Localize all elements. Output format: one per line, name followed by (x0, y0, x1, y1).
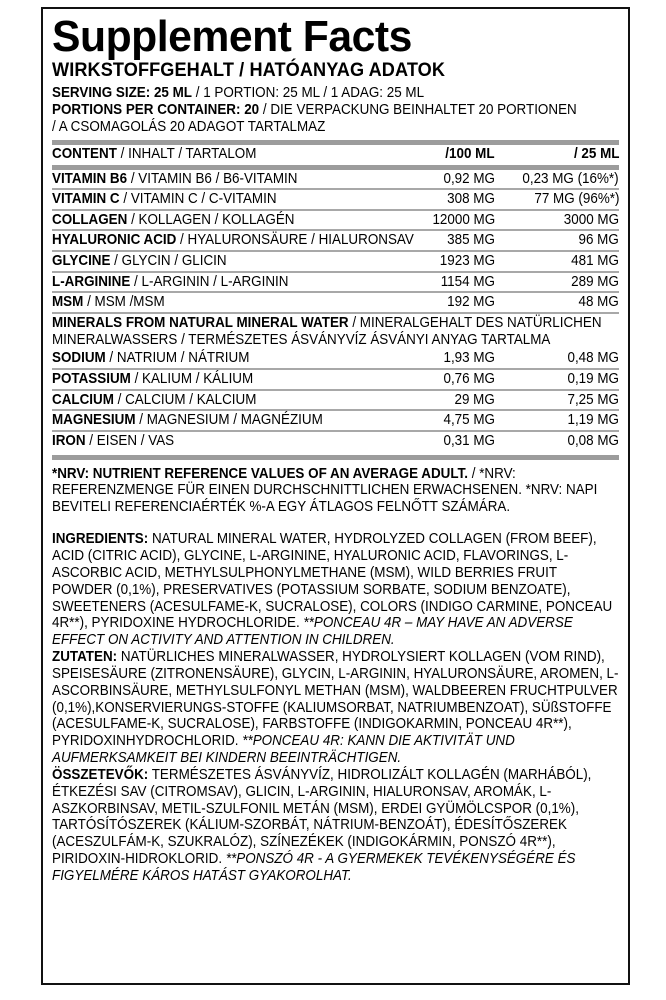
ingredients-de (52, 649, 619, 767)
table-row (52, 349, 619, 368)
row-name-rest: / MAGNESIUM / MAGNÉZIUM (135, 412, 323, 429)
row-name-rest: / VITAMIN C / C-VITAMIN (119, 191, 277, 208)
row-value-per25: 481 MG (571, 253, 619, 270)
panel-inner (43, 9, 628, 885)
row-name-l-arginine (52, 273, 377, 292)
nrv-note (52, 466, 619, 517)
portions-rest: / DIE VERPACKUNG BEINHALTET 20 PORTIONEN (259, 102, 577, 119)
row-value-per100: 4,75 MG (443, 412, 495, 429)
ingredients-en-label: INGREDIENTS: (52, 531, 149, 548)
ingredients-hu-block (52, 767, 619, 885)
row-name-rest: / MSM /MSM (83, 294, 165, 311)
ingredients-en-block (52, 531, 619, 649)
supplement-facts-panel (41, 7, 630, 985)
row-value-per25: 77 MG (96%*) (533, 191, 619, 208)
row-value-per100: 29 MG (454, 391, 495, 408)
nrv-note-block (52, 466, 619, 517)
table-row (52, 432, 619, 451)
row-name-potassium (52, 370, 377, 389)
row-name-bold: COLLAGEN (52, 211, 128, 228)
row-name-msm (52, 293, 377, 312)
row-name-bold: HYALURONIC ACID (52, 232, 177, 249)
row-name-rest: / L-ARGININ / L-ARGININ (130, 273, 289, 290)
row-value-per25: 289 MG (571, 273, 619, 290)
serving-size-label: SERVING SIZE: 25 ML (52, 85, 193, 102)
row-name-vitamin-c (52, 190, 377, 209)
row-name-vitamin-b6 (52, 170, 377, 189)
ingredients-de-block (52, 649, 619, 767)
nrv-note-rest: / *NRV: REFERENZMENGE FÜR EINEN DURCHSCHNITTLICHEN ERWACHSENEN. *NRV: NAPI BEVITELI REFERENCIAÉRTÉK %-A EGY ÁTLAGOS FELNŐTT SZÁMÁRA. (52, 465, 598, 516)
row-name-bold: MSM (52, 294, 84, 311)
row-name-rest: / CALCIUM / KALCIUM (113, 391, 257, 408)
row-name-bold: SODIUM (52, 350, 106, 367)
page-subtitle: WIRKSTOFFGEHALT / HATÓANYAG ADATOK (52, 59, 446, 82)
ingredients-en-warning: **PONCEAU 4R – MAY HAVE AN ADVERSE EFFECT ON ACTIVITY AND ATTENTION IN CHILDREN. (52, 615, 573, 649)
serving-size-line (52, 85, 574, 102)
row-name-rest: / HYALURONSÄURE / HIALURONSAV (176, 232, 414, 249)
portions-line (52, 102, 577, 119)
row-value-per100: 12000 MG (432, 211, 495, 228)
table-header-content-bold: CONTENT (52, 145, 117, 162)
portions-line-2: / A CSOMAGOLÁS 20 ADAGOT TARTALMAZ (52, 119, 326, 135)
row-value-per100: 1923 MG (439, 253, 495, 270)
row-value-per100: 0,76 MG (443, 371, 495, 388)
row-value-per100: 385 MG (447, 232, 495, 249)
nutrition-table (52, 145, 619, 451)
table-row (52, 231, 619, 250)
row-value-per25: 7,25 MG (567, 391, 619, 408)
portions-label: PORTIONS PER CONTAINER: 20 (52, 102, 260, 119)
row-value-per100: 308 MG (447, 191, 495, 208)
row-name-bold: MAGNESIUM (52, 412, 136, 429)
table-row (52, 170, 619, 189)
ingredients-en (52, 531, 619, 649)
row-name-rest: / GLYCIN / GLICIN (110, 253, 227, 270)
row-value-per25: 0,08 MG (567, 432, 619, 449)
table-row (52, 411, 619, 430)
table-header-col2: / 25 ML (573, 145, 619, 162)
minerals-heading-rest: / MINERALGEHALT DES NATÜRLICHEN MINERALWASSERS / TERMÉSZETES ÁSVÁNYVÍZ ÁSVÁNYI ANYAG TARTALMA (52, 314, 602, 348)
minerals-heading-row (52, 314, 619, 350)
row-name-magnesium (52, 411, 377, 430)
row-value-per25: 96 MG (578, 232, 619, 249)
row-name-rest: / EISEN / VAS (85, 432, 175, 449)
row-name-bold: GLYCINE (52, 253, 111, 270)
row-value-per100: 0,31 MG (443, 432, 495, 449)
minerals-heading-cell (52, 314, 619, 350)
nrv-note-bold: *NRV: NUTRIENT REFERENCE VALUES OF AN AVERAGE ADULT. (52, 465, 468, 482)
ingredients-de-warning: **PONCEAU 4R: KANN DIE AKTIVITÄT UND AUFMERKSAMKEIT BEI KINDERN BEEINTRÄCHTIGEN. (52, 733, 515, 767)
table-row (52, 252, 619, 271)
row-value-per25: 0,48 MG (567, 350, 619, 367)
table-row (52, 190, 619, 209)
row-name-calcium (52, 391, 377, 410)
row-name-bold: VITAMIN C (52, 191, 120, 208)
ingredients-hu-label: ÖSSZETEVŐK: (52, 766, 149, 783)
table-row (52, 370, 619, 389)
table-row (52, 293, 619, 312)
ingredients-hu (52, 767, 619, 885)
page-title: Supplement Facts (52, 12, 412, 61)
serving-size-rest: / 1 PORTION: 25 ML / 1 ADAG: 25 ML (192, 85, 425, 102)
row-name-bold: VITAMIN B6 (52, 170, 128, 187)
ingredients-de-body: NATÜRLICHES MINERALWASSER, HYDROLYSIERT KOLLAGEN (VOM RIND), SPEISESÄURE (ZITRONENSÄURE), GLYCIN, L-ARGININ, HYALURONSÄURE, AROMEN, L-ASCORBINSÄURE, METHYLSULFONYL METHAN (MSM), WALDBEEREN FRUCHTPULVER (0,1%),KONSERVIERUNGS-STOFFE (KALIUMSORBAT, NATRIUMBENZOAT), SÜßSTOFFE (ACESULFAME-K, SUCRALOSE), FARBSTOFFE (INDIGOKARMIN, PONCEAU 4R**), PYRIDOXINHYDROCHLORID. (52, 649, 619, 750)
row-value-per25: 1,19 MG (567, 412, 619, 429)
ingredients-hu-body: TERMÉSZETES ÁSVÁNYVÍZ, HIDROLIZÁLT KOLLAGÉN (MARHÁBÓL), ÉTKEZÉSI SAV (CITROMSAV), GLICIN, L-ARGININ, HIALURONSAV, AROMÁK, L-ASZKORBINSAV, METIL-SZULFONIL METÁN (MSM), ERDEI GYÜMÖLCSPOR (0,1%), TARTÓSÍTÓSZEREK (KÁLIUM-SZORBÁT, NÁTRIUM-BENZOÁT), ÉDESÍTŐSZEREK (ACESZULFÁM-K, SZUKRALÓZ), SZÍNEZÉKEK (INDIGOKÁRMIN, PONSZÓ 4R**), PIRIDOXIN-HIDROKLORID. (52, 766, 592, 868)
row-name-bold: POTASSIUM (52, 371, 131, 388)
table-header-content-rest: / INHALT / TARTALOM (116, 145, 257, 162)
row-name-rest: / KALIUM / KÁLIUM (130, 371, 254, 388)
table-row (52, 273, 619, 292)
row-name-iron (52, 432, 377, 451)
table-row (52, 391, 619, 410)
row-value-per100: 0,92 MG (443, 170, 495, 187)
rule-below-table (52, 455, 619, 460)
row-value-per25: 3000 MG (563, 211, 619, 228)
row-name-bold: CALCIUM (52, 391, 114, 408)
row-name-glycine (52, 252, 377, 271)
row-value-per25: 0,19 MG (567, 371, 619, 388)
ingredients-de-label: ZUTATEN: (52, 649, 118, 666)
row-value-per25: 48 MG (578, 294, 619, 311)
table-row (52, 211, 619, 230)
row-name-hyaluronic-acid (52, 231, 414, 250)
table-header-content-cell (52, 145, 377, 165)
row-value-per100: 1,93 MG (443, 350, 495, 367)
minerals-heading-bold: MINERALS FROM NATURAL MINERAL WATER (52, 314, 349, 331)
row-name-rest: / KOLLAGEN / KOLLAGÉN (127, 211, 295, 228)
row-name-collagen (52, 211, 377, 230)
row-name-bold: L-ARGININE (52, 273, 131, 290)
nutrition-table-body (52, 145, 619, 451)
row-name-bold: IRON (52, 432, 86, 449)
row-name-rest: / NATRIUM / NÁTRIUM (105, 350, 250, 367)
ingredients-en-body: NATURAL MINERAL WATER, HYDROLYZED COLLAGEN (FROM BEEF), ACID (CITRIC ACID), GLYCINE, L-ARGININE, HYALURONIC ACID, FLAVORINGS, L-ASCORBIC ACID, METHYLSULPHONYLMETHANE (MSM), WILD BERRIES FRUIT POWDER (0,1%), PRESERVATIVES (POTASSIUM SORBATE, SODIUM BENZOATE), SWEETENERS (ACESULFAME-K, SUCRALOSE), COLORS (INDIGO CARMINE, PONCEAU 4R**), PYRIDOXINE HYDROCHLORIDE. (52, 531, 613, 632)
row-value-per25: 0,23 MG (16%*) (522, 170, 619, 187)
row-value-per100: 192 MG (447, 294, 495, 311)
row-name-sodium (52, 349, 377, 368)
row-value-per100: 1154 MG (440, 273, 495, 290)
table-header-row (52, 145, 619, 165)
row-name-rest: / VITAMIN B6 / B6-VITAMIN (127, 170, 298, 187)
table-header-col1: /100 ML (445, 145, 495, 162)
ingredients-hu-warning: **PONSZÓ 4R - A GYERMEKEK TEVÉKENYSÉGÉRE ÉS FIGYELMÉRE KÁROS HATÁST GYAKOROLHAT. (52, 851, 576, 885)
